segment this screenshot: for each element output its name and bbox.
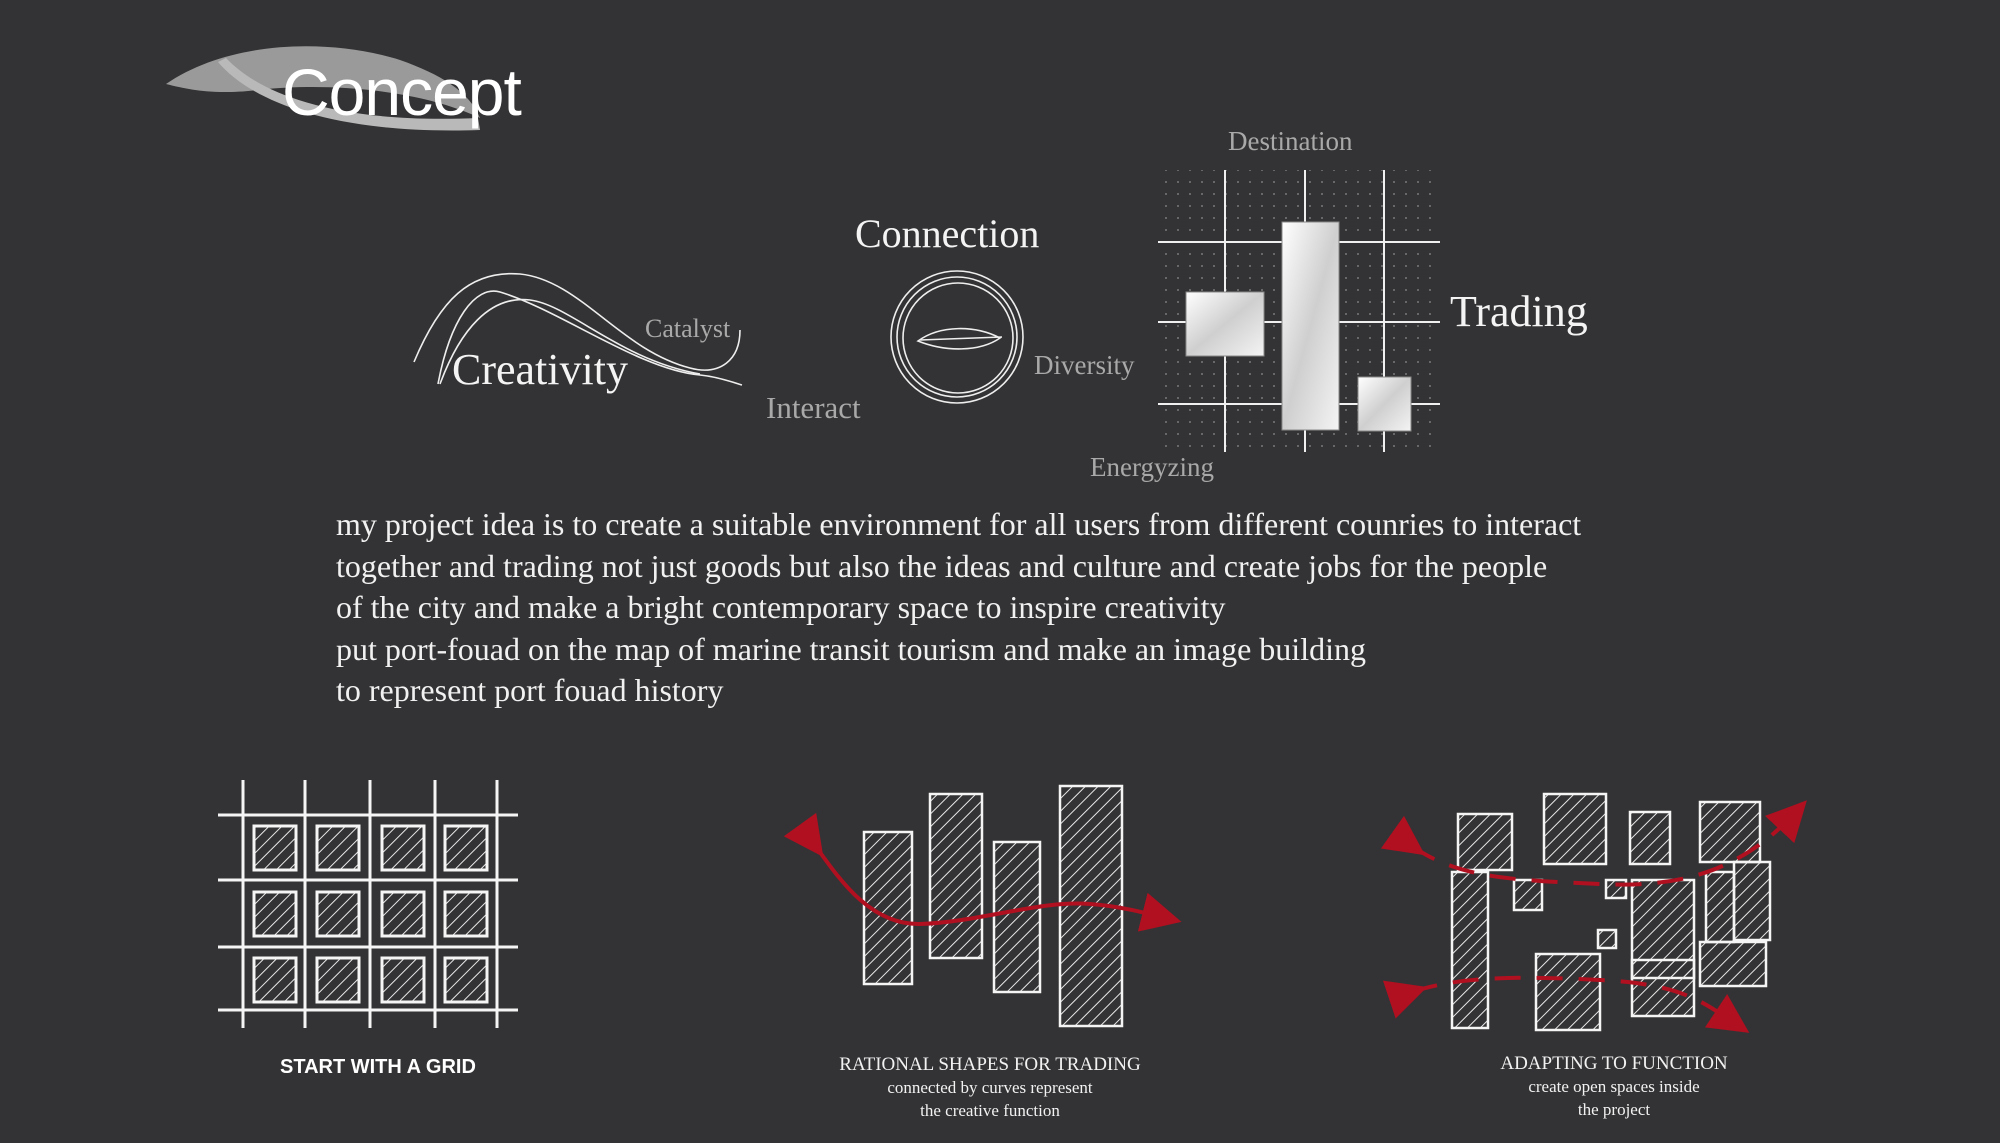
project-description: [336, 504, 1581, 712]
sketch-trading: [814, 786, 1166, 1026]
caption-adapting-sub2: the project: [1577, 1100, 1651, 1119]
caption-trading-sub1: connected by curves represent: [887, 1078, 1093, 1097]
caption-trading-sub2: the creative function: [920, 1101, 1060, 1120]
label-energyzing: Energyzing: [1090, 452, 1214, 482]
page-title: Concept: [282, 55, 521, 129]
label-diversity: Diversity: [1034, 350, 1135, 380]
caption-adapting-sub1: create open spaces inside: [1528, 1077, 1700, 1096]
sketch-grid: [218, 780, 518, 1028]
caption-trading-block: [790, 1054, 1190, 1122]
description-line: together and trading not just goods but also the ideas and culture and create jobs for the people: [336, 547, 1548, 584]
label-trading: Trading: [1450, 287, 1588, 336]
trading-grid-diagram: [1158, 170, 1440, 452]
label-destination: Destination: [1228, 126, 1353, 156]
label-creativity: Creativity: [452, 345, 628, 394]
caption-trading: RATIONAL SHAPES FOR TRADING: [839, 1054, 1141, 1075]
caption-adapting: ADAPTING TO FUNCTION: [1500, 1053, 1728, 1074]
description-line: of the city and make a bright contemporary space to inspire creativity: [336, 589, 1226, 625]
description-line: to represent port fouad history: [336, 672, 724, 708]
connection-circle: [891, 271, 1023, 403]
caption-adapting-block: [1414, 1053, 1814, 1121]
label-catalyst: Catalyst: [645, 314, 731, 343]
label-interact: Interact: [766, 390, 861, 425]
description-line: my project idea is to create a suitable environment for all users from different counries to interact: [336, 506, 1582, 542]
description-line: put port-fouad on the map of marine transit tourism and make an image building: [336, 630, 1366, 667]
caption-grid: START WITH A GRID: [280, 1056, 476, 1078]
label-connection: Connection: [855, 211, 1040, 256]
sketch-adapting: [1412, 794, 1796, 1030]
